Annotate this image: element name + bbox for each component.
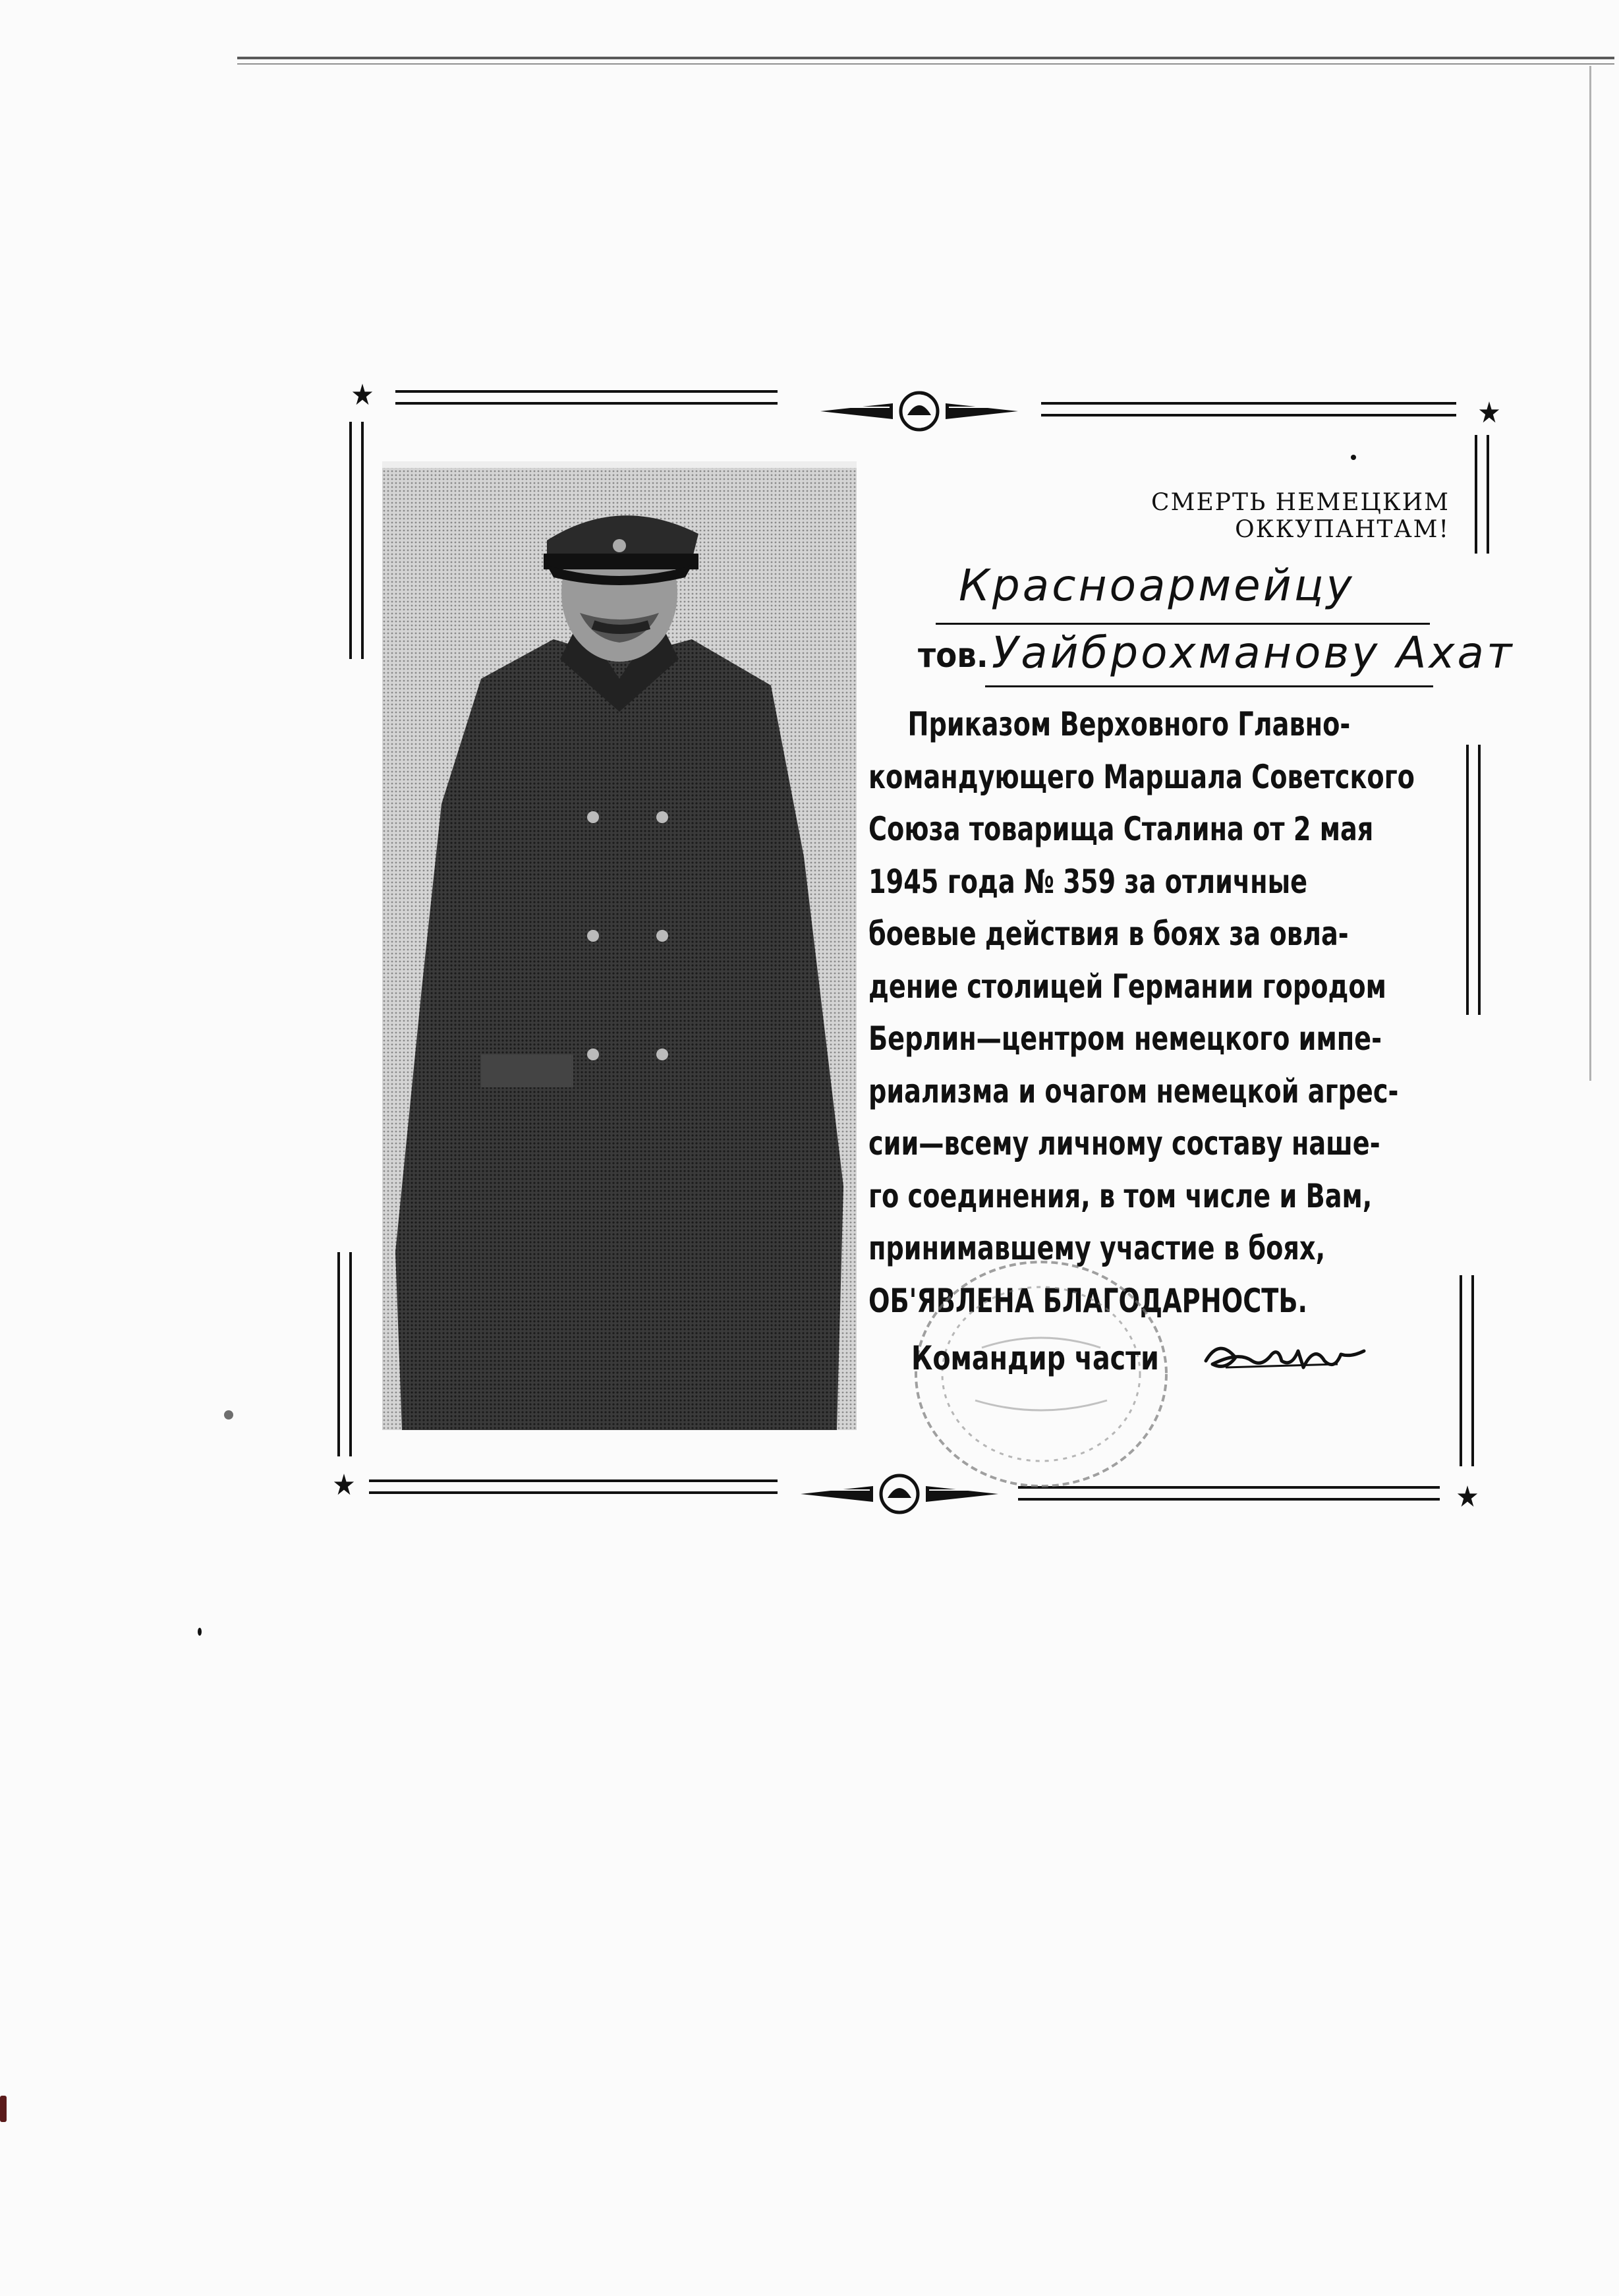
order-line: принимавшему участие в боях, bbox=[868, 1229, 1326, 1267]
order-line: го соединения, в том числе и Вам, bbox=[868, 1176, 1373, 1215]
order-line: командующего Маршала Советского bbox=[868, 757, 1415, 796]
order-line: риализма и очагом немецкой агрес- bbox=[868, 1072, 1399, 1110]
order-line: сии—всему личному составу наше- bbox=[868, 1124, 1380, 1162]
order-line: Берлин—центром немецкого импе- bbox=[868, 1019, 1382, 1058]
frame-rule-right-middle bbox=[1466, 745, 1481, 1015]
star-icon: ★ bbox=[1477, 396, 1501, 430]
scan-speck bbox=[0, 2096, 7, 2122]
portrait-photo bbox=[382, 461, 857, 1430]
order-line: ОБ'ЯВЛЕНА БЛАГОДАРНОСТЬ. bbox=[868, 1281, 1308, 1320]
frame-rule-bottom-left bbox=[369, 1479, 778, 1494]
star-icon: ★ bbox=[1456, 1480, 1479, 1514]
order-line: 1945 года № 359 за отличные bbox=[868, 862, 1308, 901]
scan-speck bbox=[224, 1410, 233, 1420]
scan-speck bbox=[1351, 455, 1356, 460]
frame-rule-left-lower bbox=[337, 1252, 352, 1456]
recipient-name: Уайброхманову Ахат bbox=[992, 627, 1515, 678]
scan-edge-right bbox=[1589, 66, 1591, 1081]
star-icon: ★ bbox=[332, 1468, 356, 1502]
order-text bbox=[868, 699, 1435, 1327]
commander-label: Командир части bbox=[911, 1339, 1159, 1377]
handwritten-signature bbox=[1199, 1331, 1371, 1384]
slogan: СМЕРТЬ НЕМЕЦКИМ ОККУПАНТАМ! bbox=[1151, 489, 1450, 543]
frame-rule-left-upper bbox=[349, 422, 364, 659]
name-underline bbox=[985, 685, 1433, 687]
order-line: дение столицей Германии городом bbox=[868, 967, 1386, 1006]
order-line: боевые действия в боях за овла- bbox=[868, 915, 1349, 953]
frame-rule-top-right bbox=[1041, 402, 1456, 416]
rank-underline bbox=[936, 623, 1430, 625]
rank-handwritten: Красноармейцу bbox=[959, 560, 1355, 611]
wing-emblem-icon bbox=[820, 390, 1018, 432]
star-icon: ★ bbox=[351, 378, 374, 412]
frame-rule-right-lower bbox=[1460, 1275, 1474, 1466]
frame-rule-top-left bbox=[395, 390, 778, 405]
order-line: Приказом Верховного Главно- bbox=[907, 705, 1351, 743]
frame-rule-right-top bbox=[1475, 435, 1489, 554]
tov-label: тов. bbox=[918, 636, 988, 675]
order-line: Союза товарища Сталина от 2 мая bbox=[868, 810, 1374, 848]
scan-speck bbox=[198, 1628, 202, 1636]
scan-edge-top bbox=[237, 57, 1614, 65]
